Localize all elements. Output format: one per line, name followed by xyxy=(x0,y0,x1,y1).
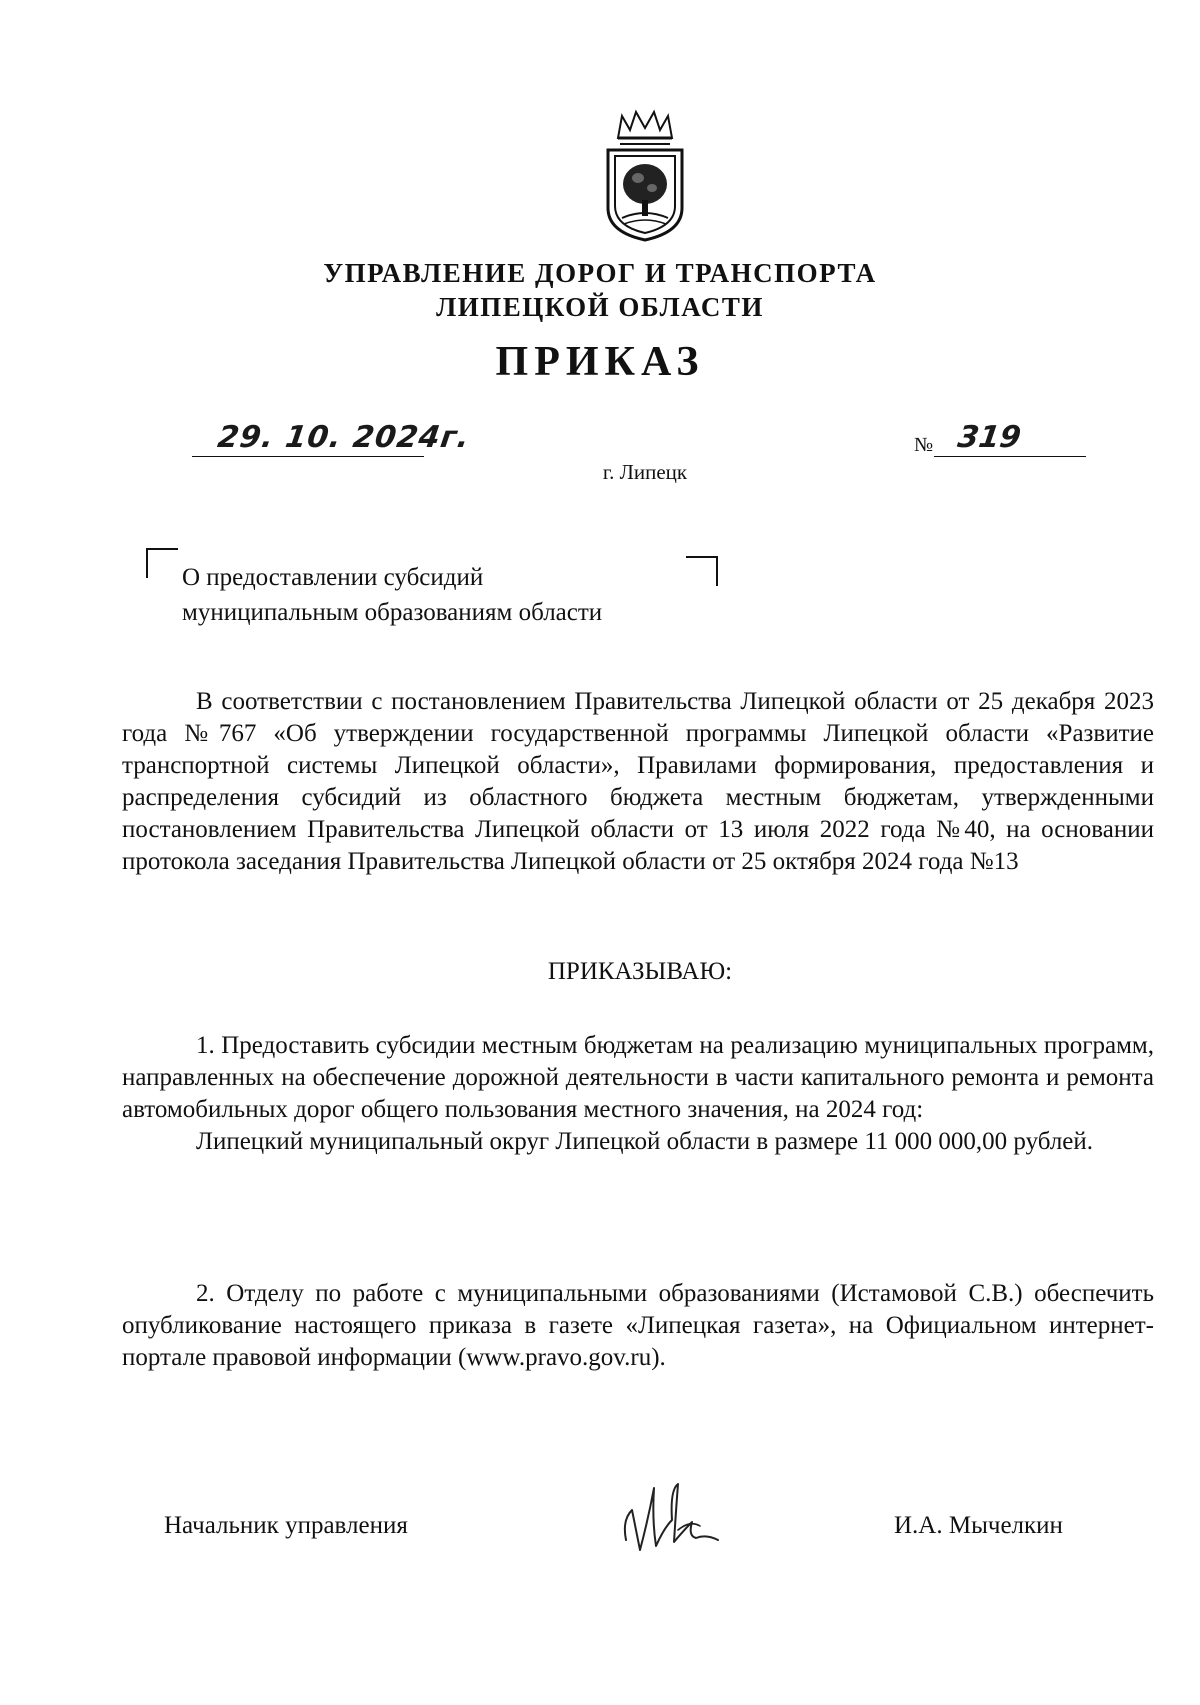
order-item-2 xyxy=(122,1278,1154,1374)
order-item-1-text: 1. Предоставить субсидии местным бюджетам на реализацию муниципальных программ, направленных на обеспечение дорожной деятельности в части капитального ремонта и ремонта автомобильных дорог общего пользования местного значения, на 2024 год: xyxy=(122,1032,1154,1123)
city: г. Липецк xyxy=(602,460,688,484)
signatory-name: И.А. Мычелкин xyxy=(894,1512,1063,1539)
document-type-title: ПРИКАЗ xyxy=(495,339,705,385)
order-item-2-text: 2. Отделу по работе с муниципальными образованиями (Истамовой С.В.) обеспечить опубликование настоящего приказа в газете «Липецкая газета», на Официальном интернет-портале правовой информации (www.pravo.gov.ru). xyxy=(122,1280,1154,1371)
subject-bracket-right xyxy=(686,556,718,586)
number-sign: № xyxy=(914,434,934,456)
preamble-text: В соответствии с постановлением Правительства Липецкой области от 25 декабря 2023 года №767 «Об утверждении государственной программы Липецкой области «Развитие транспортной системы Липецкой области», Правилами формирования, предоставления и распределения субсидий из областного бюджета местным бюджетам, утвержденными постановлением Правительства Липецкой области от 13 июля 2022 года №40, на основании протокола заседания Правительства Липецкой области от 25 октября 2024 года №13 xyxy=(122,688,1154,875)
handwritten-signature-icon xyxy=(618,1480,728,1560)
document-number: 319 xyxy=(955,420,1024,455)
signatory-position: Начальник управления xyxy=(164,1512,408,1539)
order-item-1 xyxy=(122,1030,1154,1158)
subject-bracket-left xyxy=(146,548,178,578)
coat-of-arms-icon xyxy=(598,108,692,243)
order-word: ПРИКАЗЫВАЮ: xyxy=(547,958,733,985)
date-underline xyxy=(192,456,424,457)
organization-name-line1: УПРАВЛЕНИЕ ДОРОГ И ТРАНСПОРТА xyxy=(323,258,877,288)
document-subject xyxy=(182,560,602,630)
preamble xyxy=(122,686,1154,878)
order-item-1-detail: Липецкий муниципальный округ Липецкой области в размере 11 000 000,00 рублей. xyxy=(196,1128,1094,1155)
number-underline xyxy=(934,456,1086,457)
document-date: 29. 10. 2024г. xyxy=(215,420,473,455)
subject-line2: муниципальным образованиям области xyxy=(182,599,603,626)
organization-name-line2: ЛИПЕЦКОЙ ОБЛАСТИ xyxy=(436,292,764,322)
subject-line1: О предоставлении субсидий xyxy=(182,564,484,591)
